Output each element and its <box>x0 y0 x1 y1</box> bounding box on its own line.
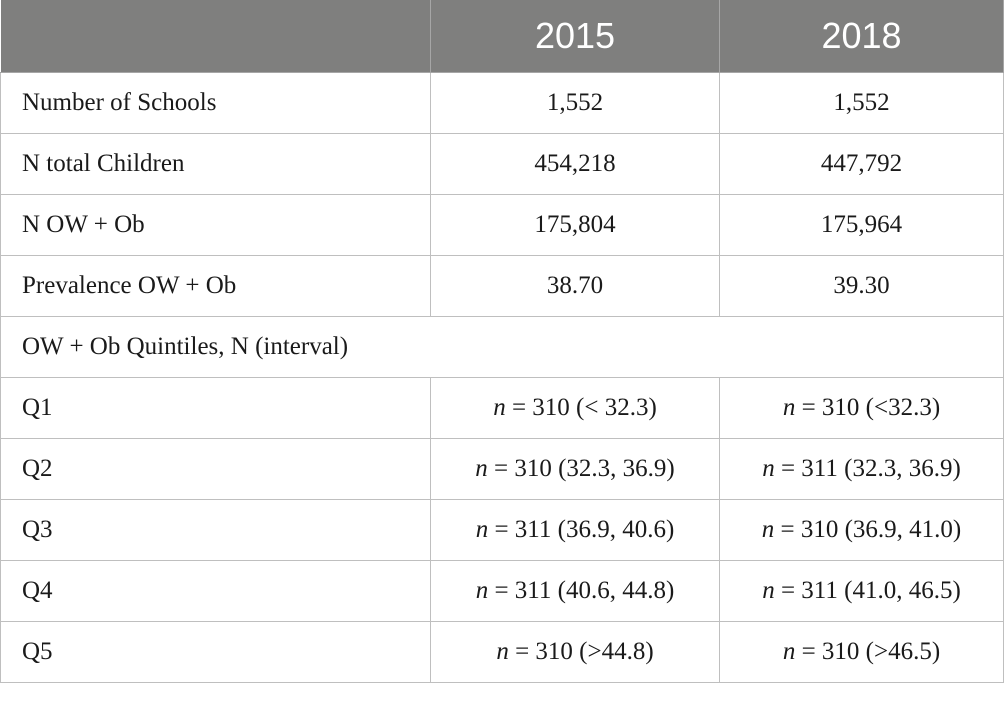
value-2018 <box>720 500 1004 561</box>
table-row <box>1 561 1004 622</box>
value-2018: 1,552 <box>720 73 1004 134</box>
value-text: = 310 (>44.8) <box>508 638 654 665</box>
value-2015 <box>431 561 720 622</box>
n-symbol: n <box>761 516 775 543</box>
header-row <box>1 0 1004 73</box>
table-row <box>1 622 1004 683</box>
row-label: Q2 <box>1 439 431 500</box>
table-row <box>1 378 1004 439</box>
n-symbol: n <box>493 394 506 421</box>
value-2015: 38.70 <box>431 256 720 317</box>
value-2015 <box>431 500 720 561</box>
table-row <box>1 256 1004 317</box>
n-symbol: n <box>475 455 488 482</box>
n-symbol: n <box>475 516 489 543</box>
row-label: Prevalence OW + Ob <box>1 256 431 317</box>
value-2015 <box>431 622 720 683</box>
value-2018: 447,792 <box>720 134 1004 195</box>
value-2015: 454,218 <box>431 134 720 195</box>
n-symbol: n <box>762 455 775 482</box>
value-2018 <box>720 439 1004 500</box>
value-2018 <box>720 378 1004 439</box>
value-text: = 311 (40.6, 44.8) <box>488 577 675 604</box>
n-symbol: n <box>496 638 509 665</box>
header-2018: 2018 <box>720 0 1004 73</box>
value-text: = 310 (>46.5) <box>795 638 941 665</box>
value-text: = 311 (41.0, 46.5) <box>774 577 961 604</box>
value-text: = 310 (< 32.3) <box>505 394 657 421</box>
table-row <box>1 439 1004 500</box>
header-2015: 2015 <box>431 0 720 73</box>
table-row <box>1 195 1004 256</box>
value-2018 <box>720 622 1004 683</box>
section-row <box>1 317 1004 378</box>
value-2015: 175,804 <box>431 195 720 256</box>
value-2015 <box>431 439 720 500</box>
row-label: N OW + Ob <box>1 195 431 256</box>
row-label: Number of Schools <box>1 73 431 134</box>
header-blank-cell <box>1 0 431 73</box>
value-2018: 175,964 <box>720 195 1004 256</box>
value-text: = 310 (36.9, 41.0) <box>774 516 962 543</box>
table-row <box>1 500 1004 561</box>
value-2018 <box>720 561 1004 622</box>
row-label: N total Children <box>1 134 431 195</box>
table-row <box>1 73 1004 134</box>
value-text: = 311 (32.3, 36.9) <box>774 455 961 482</box>
row-label: Q5 <box>1 622 431 683</box>
section-label: OW + Ob Quintiles, N (interval) <box>1 317 1004 378</box>
value-text: = 311 (36.9, 40.6) <box>488 516 675 543</box>
row-label: Q4 <box>1 561 431 622</box>
value-2015 <box>431 378 720 439</box>
row-label: Q1 <box>1 378 431 439</box>
n-symbol: n <box>762 577 775 604</box>
value-text: = 310 (32.3, 36.9) <box>487 455 675 482</box>
n-symbol: n <box>782 638 796 665</box>
value-2018: 39.30 <box>720 256 1004 317</box>
n-symbol: n <box>782 394 796 421</box>
n-symbol: n <box>475 577 489 604</box>
row-label: Q3 <box>1 500 431 561</box>
value-text: = 310 (<32.3) <box>795 394 941 421</box>
table-row <box>1 134 1004 195</box>
value-2015: 1,552 <box>431 73 720 134</box>
